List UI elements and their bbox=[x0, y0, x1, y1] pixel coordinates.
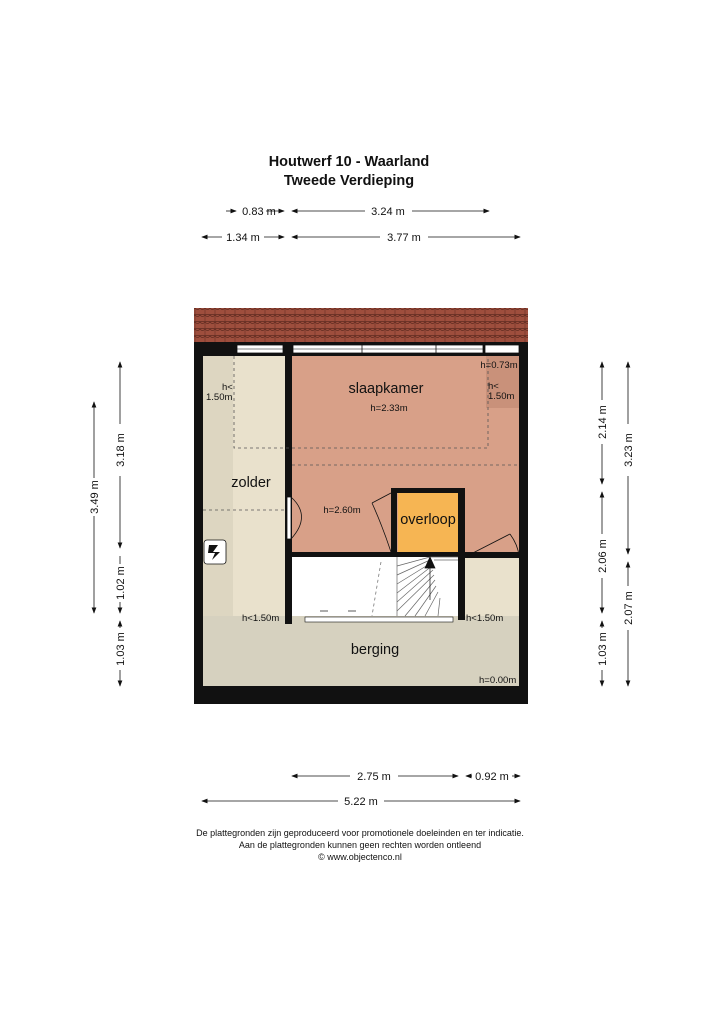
dim-right-inner-mid: 2.06 m bbox=[597, 539, 609, 573]
plan-subtitle: Tweede Verdieping bbox=[283, 173, 415, 189]
room-label-slaapkamer: slaapkamer bbox=[348, 381, 424, 397]
height-berging-floor: h=0.00m bbox=[479, 675, 517, 686]
dim-right-inner-top: 2.14 m bbox=[597, 405, 609, 439]
room-label-zolder: zolder bbox=[231, 475, 271, 491]
dim-left-outer-bottom: 1.03 m bbox=[115, 632, 127, 666]
dim-top1-right: 3.24 m bbox=[371, 206, 405, 218]
footer-line-1: De plattegronden zijn geproduceerd voor promotionele doeleinden en ter indicatie. bbox=[196, 828, 524, 838]
dim-left-inner-top: 3.49 m bbox=[89, 480, 101, 514]
height-left-line2: 1.50m bbox=[206, 392, 233, 403]
height-right-line1: h< bbox=[488, 381, 499, 392]
plan-title: Houtwerf 10 - Waarland bbox=[268, 154, 430, 170]
footer-copyright: © www.objectenco.nl bbox=[318, 852, 402, 862]
height-berging-left: h<1.50m bbox=[242, 613, 280, 624]
dim-bottom1-right: 0.92 m bbox=[475, 771, 509, 783]
dim-bottom2: 5.22 m bbox=[344, 796, 378, 808]
height-top-right: h=0.73m bbox=[480, 360, 518, 371]
dim-right-outer-bottom: 2.07 m bbox=[623, 591, 635, 625]
dim-top2-left: 1.34 m bbox=[226, 232, 260, 244]
dim-left-outer: 3.18 m bbox=[115, 433, 127, 467]
dim-right-outer-top: 3.23 m bbox=[623, 433, 635, 467]
room-label-overloop: overloop bbox=[400, 512, 456, 528]
height-berging-right: h<1.50m bbox=[466, 613, 504, 624]
height-right-line2: 1.50m bbox=[488, 391, 515, 402]
dim-left-inner-bottom: 1.02 m bbox=[115, 566, 127, 600]
dim-top1-left: 0.83 m bbox=[242, 206, 276, 218]
dim-top2-right: 3.77 m bbox=[387, 232, 421, 244]
height-overloop-side: h=2.60m bbox=[323, 505, 361, 516]
footer-line-2: Aan de plattegronden kunnen geen rechten worden ontleend bbox=[238, 840, 482, 850]
dim-bottom1-left: 2.75 m bbox=[357, 771, 391, 783]
room-label-berging: berging bbox=[350, 642, 400, 658]
boiler-icon bbox=[204, 540, 226, 564]
height-left-line1: h< bbox=[222, 382, 233, 393]
dim-right-inner-bottom: 1.03 m bbox=[597, 632, 609, 666]
right-low-area bbox=[465, 558, 519, 616]
height-slaapkamer: h=2.33m bbox=[370, 403, 408, 414]
